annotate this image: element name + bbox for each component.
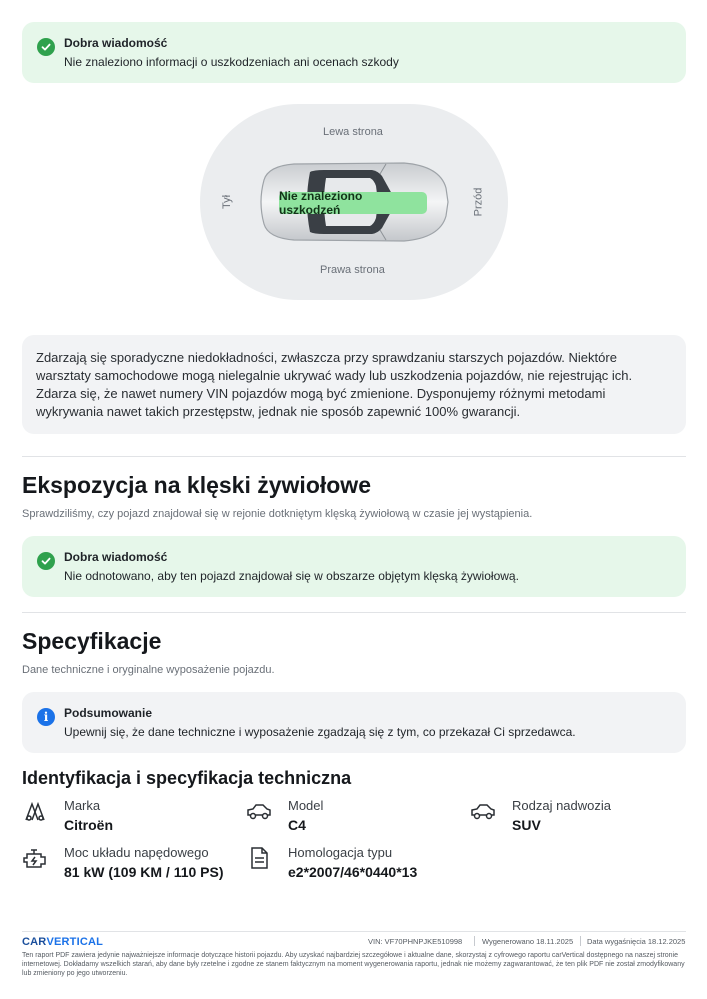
specs-subtitle: Dane techniczne i oryginalne wyposażenie pojazdu. (22, 664, 275, 676)
section-divider (22, 456, 686, 457)
footer-expires: Data wygaśnięcia 18.12.2025 (587, 937, 686, 946)
section-divider (22, 612, 686, 613)
accuracy-notice: Zdarzają się sporadyczne niedokładności, zwłaszcza przy sprawdzaniu starszych pojazdów. Niektóre warsztaty samochodowe mogą nielegalnie ukrywać wady lub uszkodzenia pojazdów, nie rejestrując ich. Zdarza się, że nawet numery VIN pojazdów mogą być zmienione. Dysponujemy różnymi metodami wykrywania nawet takich przestępstw, jednak nie sposób zapewnić 100% gwarancji. (22, 335, 686, 434)
engine-icon (22, 845, 48, 871)
footer-generated: Wygenerowano 18.11.2025 (482, 937, 574, 946)
footer-vin: VIN: VF70PHNPJKE510998 (368, 937, 463, 946)
spec-value: SUV (512, 817, 541, 833)
footer-separator (474, 936, 475, 946)
left-side-label: Lewa strona (323, 126, 383, 138)
alert-text: Nie znaleziono informacji o uszkodzeniach ani ocenach szkody (64, 55, 399, 69)
spec-value: e2*2007/46*0440*13 (288, 864, 418, 880)
spec-label: Model (288, 798, 324, 813)
summary-title: Podsumowanie (64, 706, 153, 720)
alert-text: Nie odnotowano, aby ten pojazd znajdował się w obszarze objętym klęską żywiołową. (64, 569, 519, 583)
summary-alert (22, 692, 686, 753)
spec-value: 81 kW (109 KM / 110 PS) (64, 864, 224, 880)
check-circle-icon (37, 38, 55, 56)
footer-disclaimer: Ten raport PDF zawiera jedynie najważniejsze informacje dotyczące historii pojazdu. Aby uzyskać najbardziej szczegółowe i aktualne dane, skorzystaj z cyfrowego raportu carVertical dostępnego na naszej stronie internetowej. Dokładamy wszelkich starań, aby dane były rzetelne i zgodne ze stanem faktycznym na moment wygenerowania raportu, jednak nie możemy zagwarantować, że ten plik PDF nie został zmodyfikowany lub zmieniony po jego utworzeniu. (22, 952, 685, 978)
no-damage-badge: Nie znaleziono uszkodzeń (279, 192, 427, 214)
alert-title: Dobra wiadomość (64, 36, 168, 50)
spec-label: Homologacja typu (288, 845, 393, 860)
carvertical-logo: CARVERTICAL (22, 936, 104, 948)
disaster-heading: Ekspozycja na klęski żywiołowe (22, 472, 371, 498)
spec-label: Marka (64, 798, 101, 813)
spec-label: Rodzaj nadwozia (512, 798, 612, 813)
spec-value: Citroën (64, 817, 113, 833)
back-label: Tył (221, 194, 234, 210)
right-side-label: Prawa strona (320, 264, 385, 276)
disaster-alert (22, 536, 686, 597)
footer-separator (580, 936, 581, 946)
car-icon (246, 798, 272, 824)
document-icon (246, 845, 272, 871)
summary-text: Upewnij się, że dane techniczne i wyposażenie zgadzają się z tym, co przekazał Ci sprzedawca. (64, 725, 576, 739)
spec-value: C4 (288, 817, 306, 833)
alert-title: Dobra wiadomość (64, 550, 168, 564)
disaster-subtitle: Sprawdziliśmy, czy pojazd znajdował się w rejonie dotkniętym klęską żywiołową w czasie jej wystąpienia. (22, 508, 533, 520)
identification-heading: Identyfikacja i specyfikacja techniczna (22, 768, 352, 788)
car-body-icon (470, 798, 496, 824)
footer-divider (22, 931, 686, 932)
damage-alert (22, 22, 686, 83)
info-icon: i (37, 708, 55, 726)
specs-heading: Specyfikacje (22, 628, 162, 654)
spec-label: Moc układu napędowego (64, 845, 209, 860)
front-label: Przód (472, 187, 485, 217)
brand-icon (22, 798, 48, 824)
check-circle-icon (37, 552, 55, 570)
